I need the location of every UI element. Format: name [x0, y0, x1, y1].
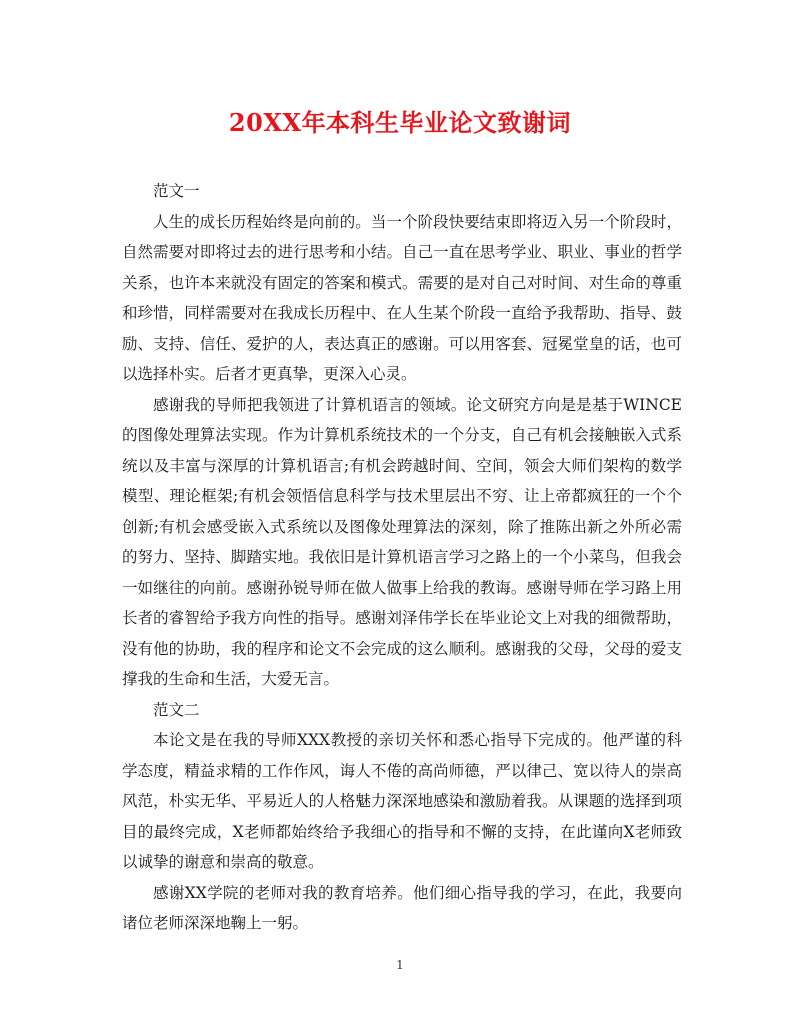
paragraph-2-2: 感谢XX学院的老师对我的教育培养。他们细心指导我的学习，在此，我要向诸位老师深深地鞠上一躬。: [122, 883, 682, 932]
document-title: 20XX年本科生毕业论文致谢词: [228, 108, 572, 137]
paragraph-1-1: 人生的成长历程始终是向前的。当一个阶段快要结束即将迈入另一个阶段时，自然需要对即将过去的进行思考和小结。自己一直在思考学业、职业、事业的哲学关系，也许本来就没有固定的答案和模式。需要的是对自己对时间、对生命的尊重和珍惜，同样需要对在我成长历程中、在人生某个阶段一直给予我帮助、指导、鼓励、支持、信任、爱护的人，表达真正的感谢。可以用客套、冠冕堂皇的话，也可以选择朴实。后者才更真挚，更深入心灵。: [122, 212, 682, 383]
section-heading-2: 范文二: [153, 700, 200, 719]
page-number: 1: [396, 958, 404, 972]
paragraph-2-1: 本论文是在我的导师XXX教授的亲切关怀和悉心指导下完成的。他严谨的科学态度，精益求精的工作作风，诲人不倦的高尚师德，严以律己、宽以待人的崇高风范，朴实无华、平易近人的人格魅力深深地感染和激励着我。从课题的选择到项目的最终完成，X老师都始终给予我细心的指导和不懈的支持，在此谨向X老师致以诚挚的谢意和崇高的敬意。: [122, 731, 682, 871]
section-heading-1: 范文一: [153, 182, 200, 200]
paragraph-1-2: 感谢我的导师把我领进了计算机语言的领域。论文研究方向是是基于WINCE的图像处理算法实现。作为计算机系统技术的一个分支，自己有机会接触嵌入式系统以及丰富与深厚的计算机语言;有机会跨越时间、空间，领会大师们架构的数学模型、理论框架;有机会领悟信息科学与技术里层出不穷、让上帝都疯狂的一个个创新;有机会感受嵌入式系统以及图像处理算法的深刻，除了推陈出新之外所必需的努力、坚持、脚踏实地。我依旧是计算机语言学习之路上的一个小菜鸟，但我会一如继往的向前。感谢孙锐导师在做人做事上给我的教诲。感谢导师在学习路上用长者的睿智给予我方向性的指导。感谢刘泽伟学长在毕业论文上对我的细微帮助，没有他的协助，我的程序和论文不会完成的这么顺利。感谢我的父母，父母的爱支撑我的生命和生活，大爱无言。: [122, 395, 682, 688]
document-body: [122, 176, 682, 939]
